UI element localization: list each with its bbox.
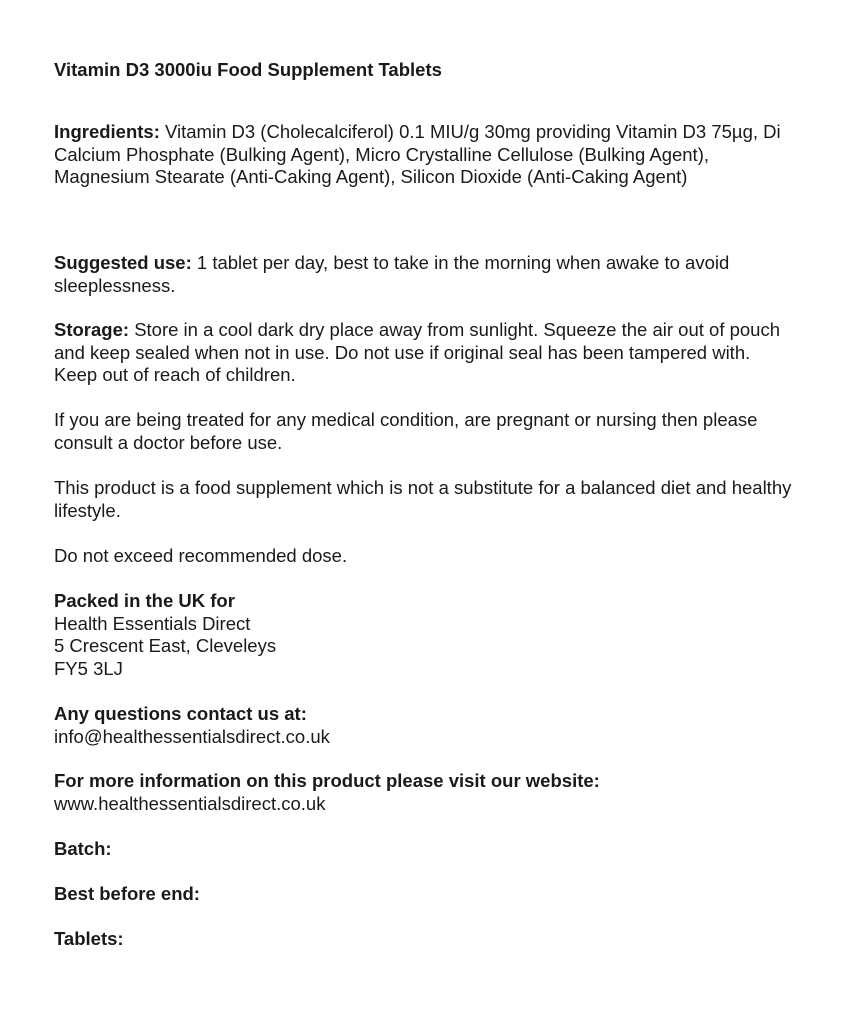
ingredients-text: Vitamin D3 (Cholecalciferol) 0.1 MIU/g 30mg providing Vitamin D3 75µg, Di Calcium Phosphate (Bulking Agent), Micro Crystalline Cellulose (Bulking Agent), Magnesium Stearate (Anti-Caking Agent), Silicon Dioxide (Anti-Caking Agent) <box>54 121 781 187</box>
storage-heading: Storage: <box>54 319 130 340</box>
contact-section <box>54 703 794 748</box>
product-title: Vitamin D3 3000iu Food Supplement Tablets <box>54 59 442 80</box>
packer-section <box>54 590 794 680</box>
dose-warning: Do not exceed recommended dose. <box>54 545 348 566</box>
packer-name: Health Essentials Direct <box>54 612 251 634</box>
storage-section <box>54 319 794 387</box>
website-url: www.healthessentialsdirect.co.uk <box>54 792 326 814</box>
website-section <box>54 770 794 815</box>
medical-warning: If you are being treated for any medical condition, are pregnant or nursing then please consult a doctor before use. <box>54 409 758 453</box>
ingredients-heading: Ingredients: <box>54 121 160 142</box>
ingredients-section <box>54 121 794 189</box>
tablets-label: Tablets: <box>54 928 124 949</box>
suggested-use-text: 1 tablet per day, best to take in the morning when awake to avoid sleeplessness. <box>54 252 730 296</box>
suggested-use-heading: Suggested use: <box>54 252 192 273</box>
contact-email: info@healthessentialsdirect.co.uk <box>54 725 330 747</box>
website-heading: For more information on this product please visit our website: <box>54 770 600 791</box>
packer-postcode: FY5 3LJ <box>54 657 123 679</box>
batch-label: Batch: <box>54 838 112 859</box>
best-before-label: Best before end: <box>54 883 200 904</box>
storage-text: Store in a cool dark dry place away from sunlight. Squeeze the air out of pouch and keep sealed when not in use. Do not use if original seal has been tampered with. Keep out of reach of children. <box>54 319 780 385</box>
packer-heading: Packed in the UK for <box>54 590 235 611</box>
contact-heading: Any questions contact us at: <box>54 703 307 724</box>
suggested-use-section <box>54 252 794 297</box>
packer-street: 5 Crescent East, Cleveleys <box>54 635 277 656</box>
supplement-note: This product is a food supplement which is not a substitute for a balanced diet and healthy lifestyle. <box>54 477 792 521</box>
